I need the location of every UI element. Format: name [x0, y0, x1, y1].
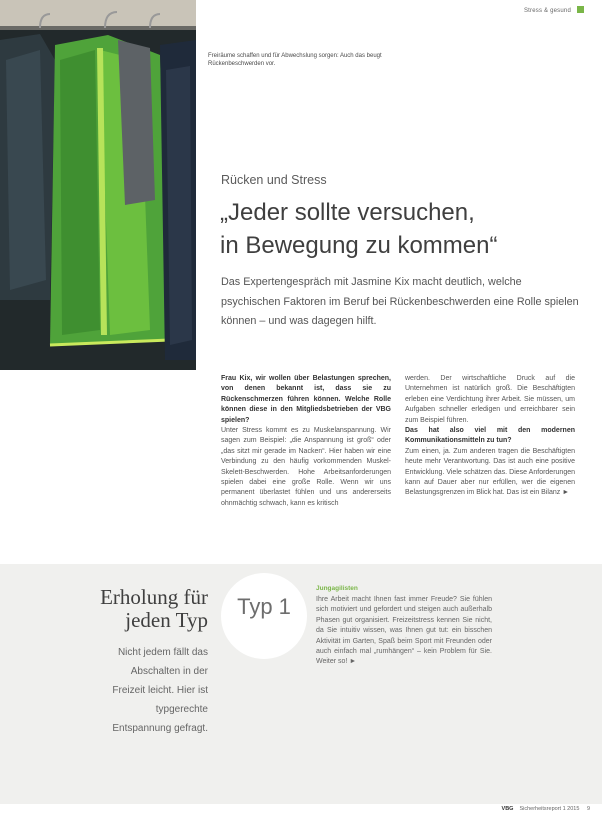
type-description — [316, 595, 492, 668]
article-headline — [220, 196, 580, 262]
jackets-illustration — [0, 0, 196, 370]
running-head-text: Stress & gesund — [523, 8, 571, 14]
type-subtitle: Jungagilisten — [316, 585, 358, 592]
column-2-text: werden. Der wirtschaftliche Druck auf die Unternehmen ist natürlich groß. Die Beschäftigten erleben eine Verdichtung ihrer Arbeit. Sie müssen, um Aufgaben schneller erledigen und erreichbarer sein zum Beispiel führen. — [405, 375, 575, 424]
interview-answer-2: Zum einen, ja. Zum anderen tragen die Beschäftigten heute mehr Verantwortung. Das ist auch eine positive Entwicklung. Viele schätzen das. Diese Anforderungen kann auf Dauer aber nur erfüllen, wer die eigenen Belastungsgrenzen im Blick hat. Das ist ein Bilanz — [405, 447, 575, 497]
article-intro: Das Expertengespräch mit Jasmine Kix macht deutlich, welche psychischen Faktoren im Beruf bei Rückenbeschwerden eine Rolle spielen können – und was dagegen hilft. — [221, 276, 579, 327]
headline-line-1: „Jeder sollte versuchen, — [220, 199, 475, 226]
box-title-line-1: Erholung für — [100, 585, 208, 609]
magazine-name: Sicherheitsreport — [519, 806, 562, 812]
continue-arrow-icon: ► — [562, 489, 570, 497]
jackets-photo — [0, 0, 196, 370]
article-column-2 — [405, 374, 575, 499]
running-head — [524, 6, 584, 14]
vbg-logo: VBG — [501, 806, 514, 812]
headline-line-2: in Bewegung zu kommen“ — [220, 232, 498, 259]
interview-question-1: Frau Kix, wir wollen über Belastungen sprechen, von denen bekannt ist, dass sie zu Rückenschmerzen führen können. Welche Rolle können diese in den Mitgliedsbetrieben der VBG spielen? — [221, 375, 391, 424]
type-badge-label: Typ 1 — [237, 594, 291, 619]
interview-answer-1: Unter Stress kommt es zu Muskelanspannung. Wir sagen zum Beispiel: „die Anspannung ist groß“ oder „das sitzt mir gerade im Nacken“. Hier haben wir eine Verbindung zu den häufig vorkommenden Muskel-Skelett-Beschwerden. Hohe Arbeitsanforderungen spielen dabei eine große Rolle. Wenn wir uns permanent überlastet fühlen und uns andererseits ohnmächtig schwach, kann es kritisch — [221, 427, 391, 507]
issue-number: 1 2015 — [562, 806, 580, 812]
box-intro-text: Nicht jedem fällt das Abschalten in der Freizeit leicht. Hier ist typgerechte Entspannung gefragt. — [112, 647, 208, 734]
photo-caption: Freiräume schaffen und für Abwechslung sorgen: Auch das beugt Rückenbeschwerden vor. — [208, 53, 382, 67]
page-footer — [502, 806, 590, 812]
section-marker — [577, 6, 584, 13]
type-description-text: Ihre Arbeit macht Ihnen fast immer Freude? Sie fühlen sich motiviert und gefordert und steigen auch außerhalb Phasen gut organisiert. Freizeitstress kennen Sie nicht, da Sie intuitiv wissen, was Ihnen gut tut: ein bisschen Aktivität im Garten, Spaß beim Sport mit Freunden oder auch einfach mal „rumhängen“ – kein Problem für Sie. Weiter so! — [316, 596, 492, 666]
page-number: 9 — [586, 806, 590, 812]
box-title-line-2: jeden Typ — [125, 608, 208, 632]
box-title — [78, 586, 208, 632]
article-kicker: Rücken und Stress — [221, 173, 327, 187]
interview-question-2: Das hat also viel mit den modernen Kommunikationsmitteln zu tun? — [405, 427, 575, 445]
continue-arrow-icon-2: ► — [349, 658, 357, 666]
article-column-1 — [221, 374, 391, 509]
